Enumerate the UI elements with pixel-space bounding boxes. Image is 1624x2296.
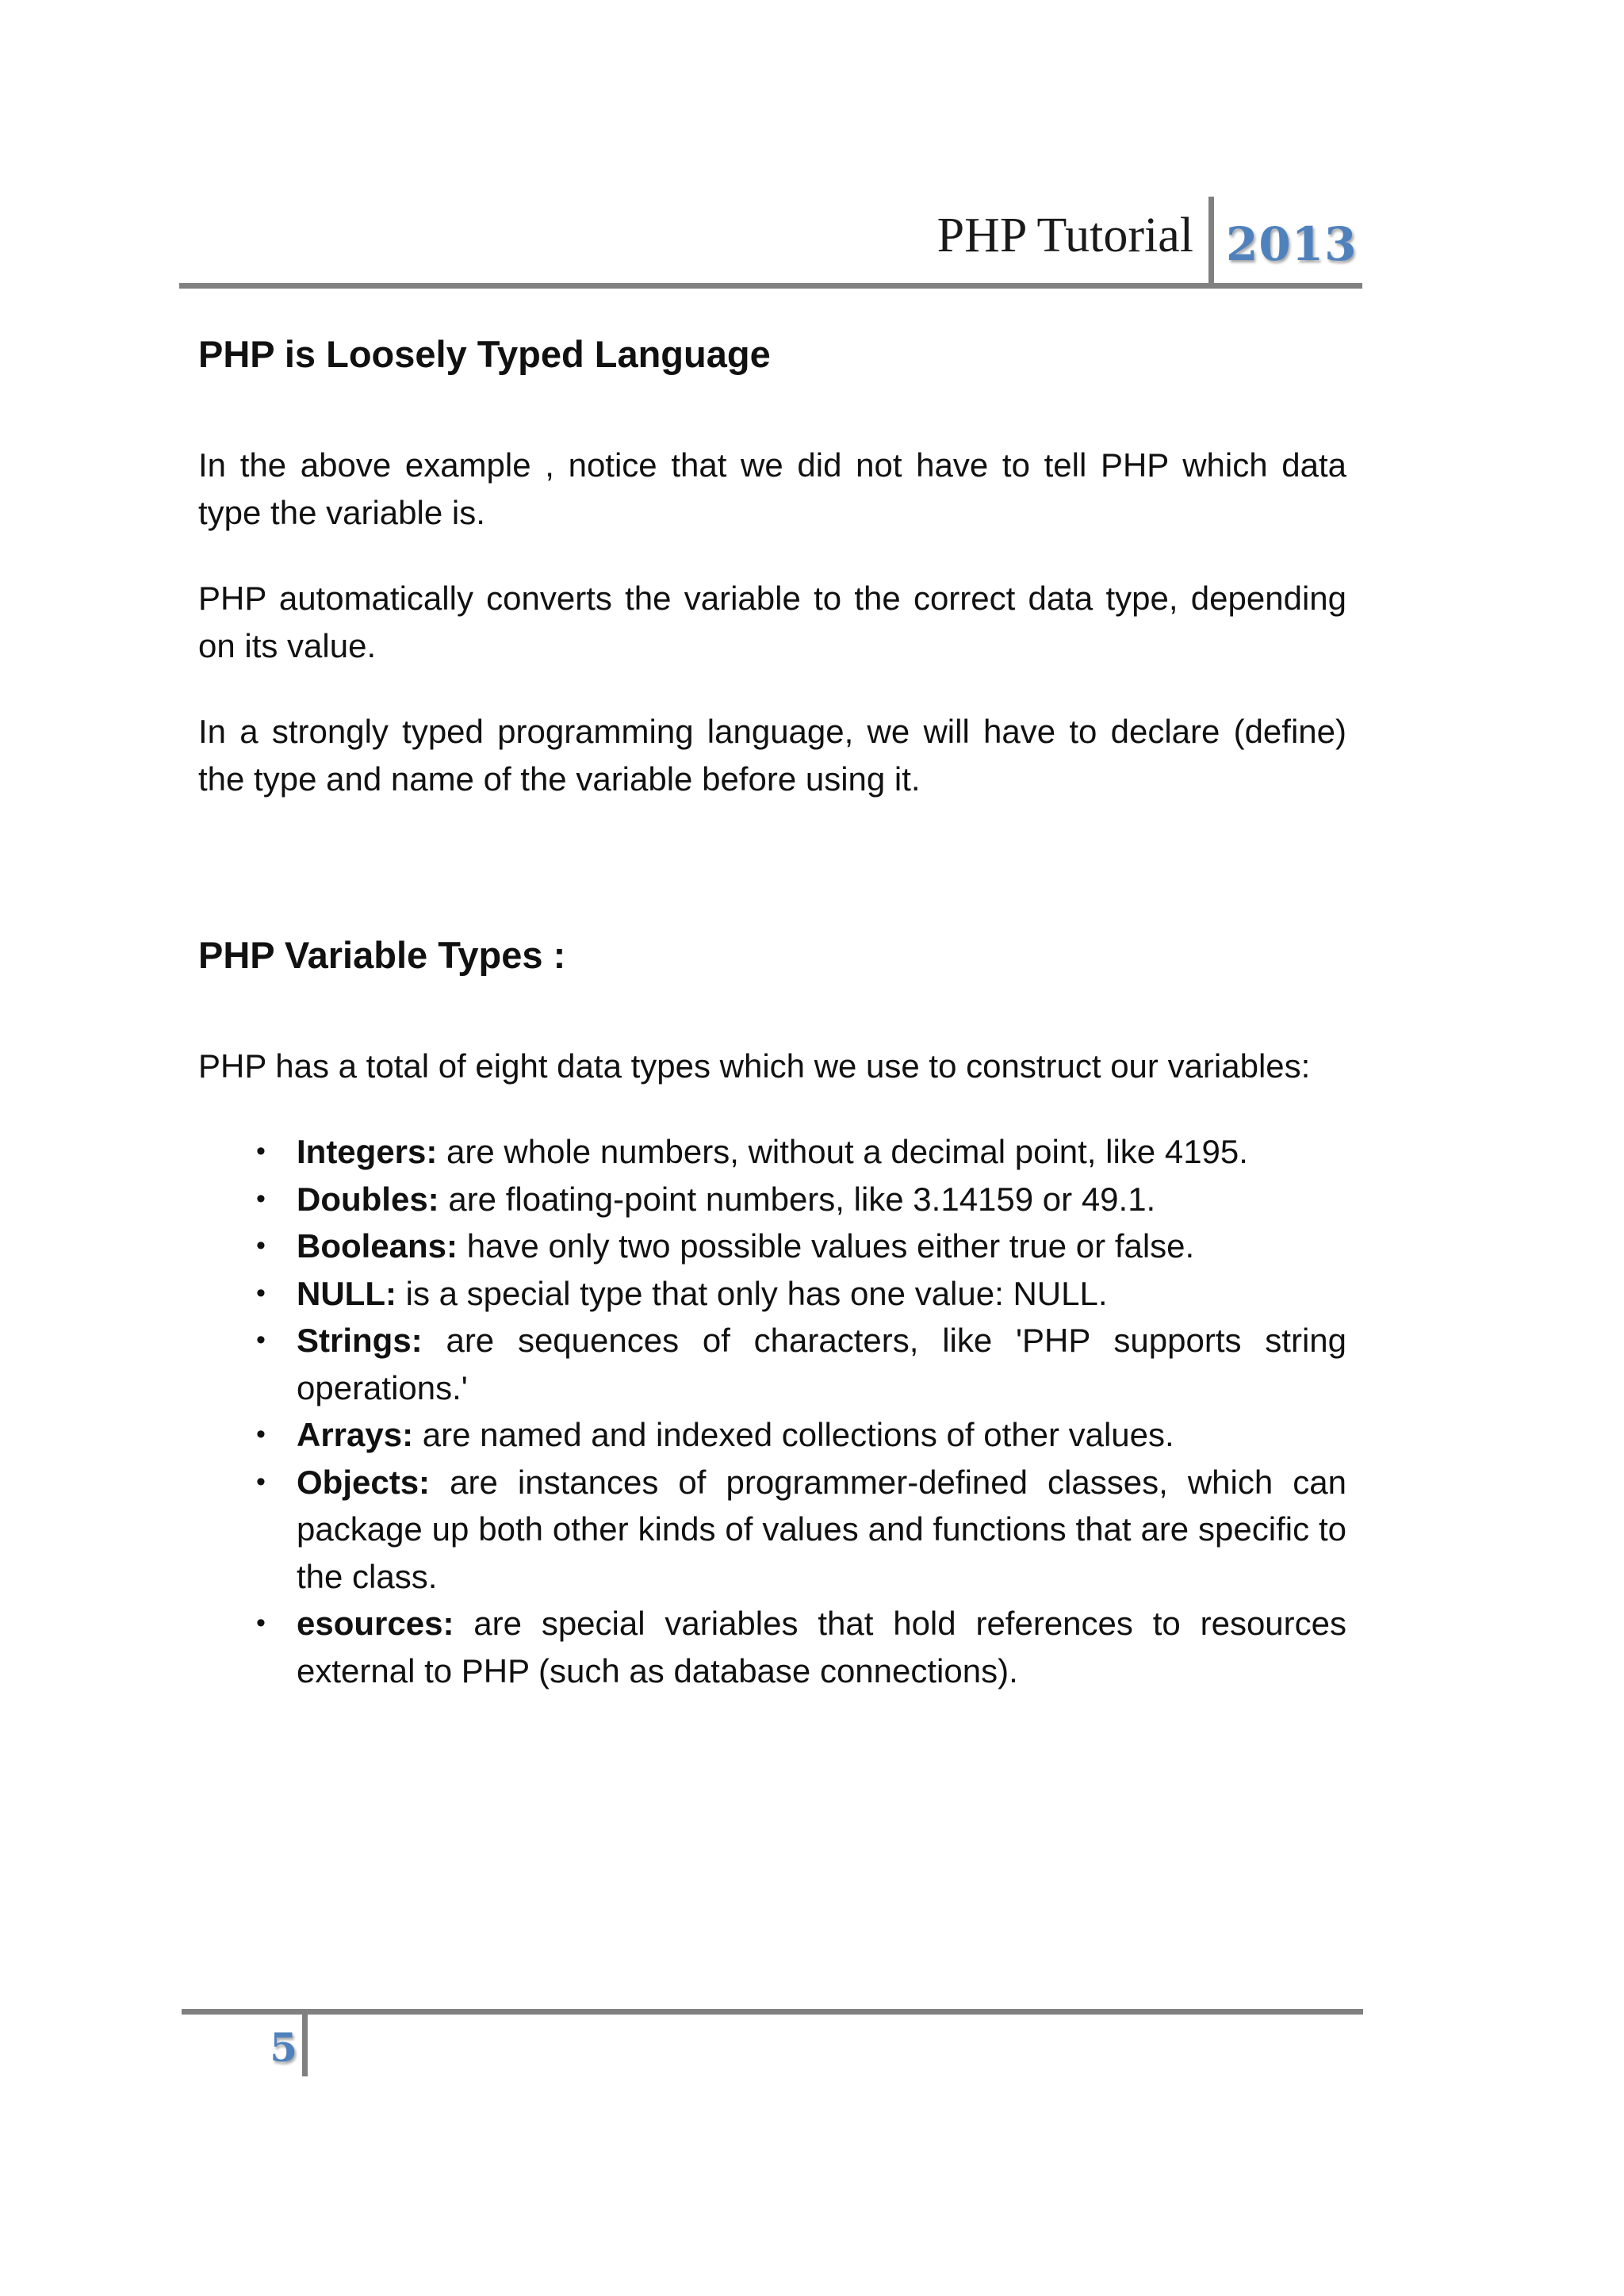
list-item-text: is a special type that only has one value: NULL.: [396, 1274, 1108, 1312]
list-item-term: Objects:: [297, 1463, 431, 1501]
footer-rule: [182, 2009, 1363, 2015]
list-item-text: are named and indexed collections of other values.: [413, 1416, 1174, 1453]
bullet-icon: •: [256, 1608, 266, 1638]
list-item-term: Booleans:: [297, 1227, 458, 1265]
list-item: [198, 1600, 1346, 1694]
bullet-icon: •: [256, 1277, 266, 1308]
list-item: [198, 1223, 1346, 1270]
bullet-icon: •: [256, 1466, 266, 1497]
section-variable-types: [198, 914, 1346, 1694]
list-item-term: NULL:: [297, 1274, 396, 1312]
data-type-list: [198, 1128, 1346, 1694]
section-loosely-typed: [198, 313, 1346, 803]
list-item: [198, 1128, 1346, 1176]
list-item: [198, 1317, 1346, 1411]
list-item-term: Integers:: [297, 1133, 438, 1170]
section-heading-loosely-typed: PHP is Loosely Typed Language: [198, 333, 771, 375]
list-item: [198, 1176, 1346, 1223]
header-divider: [1208, 197, 1214, 287]
list-item-text: are special variables that hold references to resources external to PHP (such as database connections).: [297, 1605, 1346, 1689]
bullet-icon: •: [256, 1136, 266, 1166]
intro-paragraph: PHP has a total of eight data types which we use to construct our variables:: [198, 1047, 1311, 1085]
paragraph: In a strongly typed programming language, we will have to declare (define) the type and name of the variable before using it.: [198, 713, 1346, 798]
list-item-text: are instances of programmer-defined classes, which can package up both other kinds of values and functions that are specific to the class.: [297, 1463, 1346, 1595]
paragraph: In the above example , notice that we did not have to tell PHP which data type the variable is.: [198, 446, 1346, 531]
header-title: PHP Tutorial: [936, 209, 1193, 262]
header-rule: [179, 283, 1362, 289]
list-item-text: are sequences of characters, like 'PHP supports string operations.': [297, 1322, 1346, 1406]
footer-divider: [302, 2011, 308, 2076]
bullet-icon: •: [256, 1325, 266, 1355]
list-item: [198, 1459, 1346, 1601]
list-item-text: have only two possible values either true or false.: [458, 1227, 1195, 1265]
list-item-term: Doubles:: [297, 1180, 439, 1218]
header-year: 2013: [1226, 217, 1358, 271]
bullet-icon: •: [256, 1419, 266, 1449]
list-item-term: Strings:: [297, 1322, 423, 1359]
paragraph: PHP automatically converts the variable to the correct data type, depending on its value.: [198, 580, 1346, 664]
section-heading-variable-types: PHP Variable Types :: [198, 934, 566, 976]
list-item-term: esources:: [297, 1605, 454, 1642]
page-content: [198, 313, 1346, 1694]
bullet-icon: •: [256, 1183, 266, 1214]
list-item: [198, 1270, 1346, 1318]
list-item-text: are floating-point numbers, like 3.14159 or 49.1.: [439, 1180, 1156, 1218]
list-item-term: Arrays:: [297, 1416, 414, 1453]
bullet-icon: •: [256, 1230, 266, 1261]
list-item-text: are whole numbers, without a decimal point, like 4195.: [437, 1133, 1248, 1170]
page-number: 5: [270, 2024, 297, 2071]
list-item: [198, 1411, 1346, 1459]
